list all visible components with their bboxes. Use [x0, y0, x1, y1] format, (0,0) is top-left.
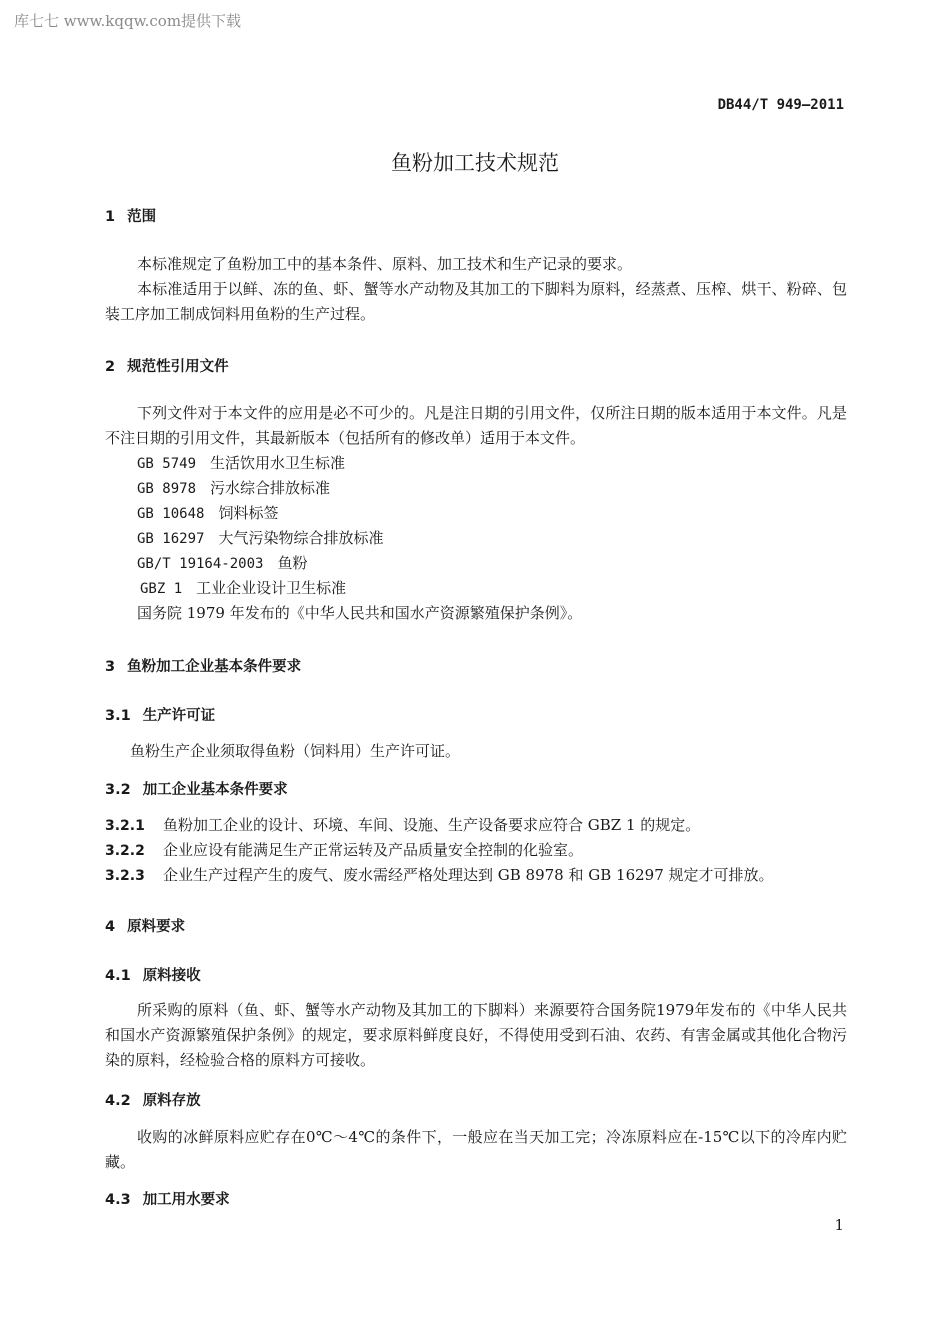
section-2-heading [105, 355, 229, 376]
section-4-heading [105, 915, 185, 936]
subsection-title: 加工企业基本条件要求 [142, 782, 288, 798]
clause-number: 3.2.3 [105, 868, 145, 884]
reference-name: 生活饮用水卫生标准 [210, 454, 346, 472]
clause-number: 3.2.1 [105, 818, 145, 834]
subsection-4-2-heading [105, 1089, 201, 1110]
clause-text: 鱼粉加工企业的设计、环境、车间、设施、生产设备要求应符合 GBZ 1 的规定。 [163, 816, 701, 834]
subsection-title: 生产许可证 [142, 708, 216, 724]
reference-code: GB 8978 [137, 481, 197, 497]
subsection-title: 原料接收 [142, 968, 201, 984]
reference-name: 污水综合排放标准 [210, 479, 331, 497]
clause [105, 813, 700, 839]
standard-number: DB44/T 949—2011 [717, 97, 844, 113]
page-number: 1 [834, 1216, 844, 1234]
paragraph: 本标准规定了鱼粉加工中的基本条件、原料、加工技术和生产记录的要求。 [137, 255, 633, 273]
clause-number: 3.2.2 [105, 843, 145, 859]
subsection-number: 3.2 [105, 782, 131, 798]
reference-code: GB 10648 [137, 506, 205, 522]
subsection-number: 4.1 [105, 968, 131, 984]
watermark: 库七七 www.kqqw.com提供下载 [14, 12, 242, 30]
subsection-4-1-heading [105, 964, 201, 985]
subsection-3-2-heading [105, 778, 288, 799]
section-title: 范围 [127, 209, 157, 225]
subsection-number: 4.3 [105, 1192, 131, 1208]
subsection-title: 加工用水要求 [142, 1192, 230, 1208]
subsection-3-1-heading [105, 704, 215, 725]
reference-code: GBZ 1 [140, 581, 183, 597]
reference-name: 饲料标签 [218, 504, 279, 522]
reference-code: GB 5749 [137, 456, 197, 472]
reference-item [137, 501, 278, 527]
clause [105, 863, 774, 889]
section-number: 3 [105, 659, 116, 675]
reference-item [137, 526, 383, 552]
reference-item [137, 476, 330, 502]
paragraph: 鱼粉生产企业须取得鱼粉（饲料用）生产许可证。 [130, 742, 461, 760]
section-3-heading [105, 655, 301, 676]
section-number: 1 [105, 209, 116, 225]
reference-name: 鱼粉 [277, 554, 308, 572]
paragraph: 所采购的原料（鱼、虾、蟹等水产动物及其加工的下脚料）来源要符合国务院1979年发布的《中华人民共和国水产资源繁殖保护条例》的规定，要求原料鲜度良好，不得使用受到石油、农药、有害金属或其他化合物污染的原料，经检验合格的原料方可接收。 [105, 1001, 847, 1069]
section-title: 原料要求 [127, 919, 186, 935]
reference-item: 国务院 1979 年发布的《中华人民共和国水产资源繁殖保护条例》。 [137, 604, 583, 622]
reference-name: 大气污染物综合排放标准 [218, 529, 384, 547]
reference-item [137, 451, 345, 477]
subsection-number: 4.2 [105, 1093, 131, 1109]
subsection-4-3-heading [105, 1188, 230, 1209]
paragraph: 收购的冰鲜原料应贮存在0℃～4℃的条件下，一般应在当天加工完；冷冻原料应在-15℃以下的冷库内贮藏。 [105, 1128, 847, 1171]
clause-text: 企业生产过程产生的废气、废水需经严格处理达到 GB 8978 和 GB 16297 规定才可排放。 [163, 866, 774, 884]
paragraph: 本标准适用于以鲜、冻的鱼、虾、蟹等水产动物及其加工的下脚料为原料，经蒸煮、压榨、烘干、粉碎、包装工序加工制成饲料用鱼粉的生产过程。 [105, 280, 847, 323]
section-1-heading [105, 205, 156, 226]
subsection-number: 3.1 [105, 708, 131, 724]
document-title: 鱼粉加工技术规范 [391, 151, 559, 175]
reference-item [137, 551, 307, 577]
clause-text: 企业应设有能满足生产正常运转及产品质量安全控制的化验室。 [163, 841, 584, 859]
reference-code: GB/T 19164-2003 [137, 556, 264, 572]
reference-name: 工业企业设计卫生标准 [196, 579, 347, 597]
section-title: 鱼粉加工企业基本条件要求 [127, 659, 302, 675]
subsection-title: 原料存放 [142, 1093, 201, 1109]
reference-code: GB 16297 [137, 531, 205, 547]
section-number: 4 [105, 919, 116, 935]
section-number: 2 [105, 359, 116, 375]
reference-item [140, 576, 346, 602]
section-title: 规范性引用文件 [127, 359, 229, 375]
clause [105, 838, 583, 864]
paragraph: 下列文件对于本文件的应用是必不可少的。凡是注日期的引用文件，仅所注日期的版本适用于本文件。凡是不注日期的引用文件，其最新版本（包括所有的修改单）适用于本文件。 [105, 404, 847, 447]
